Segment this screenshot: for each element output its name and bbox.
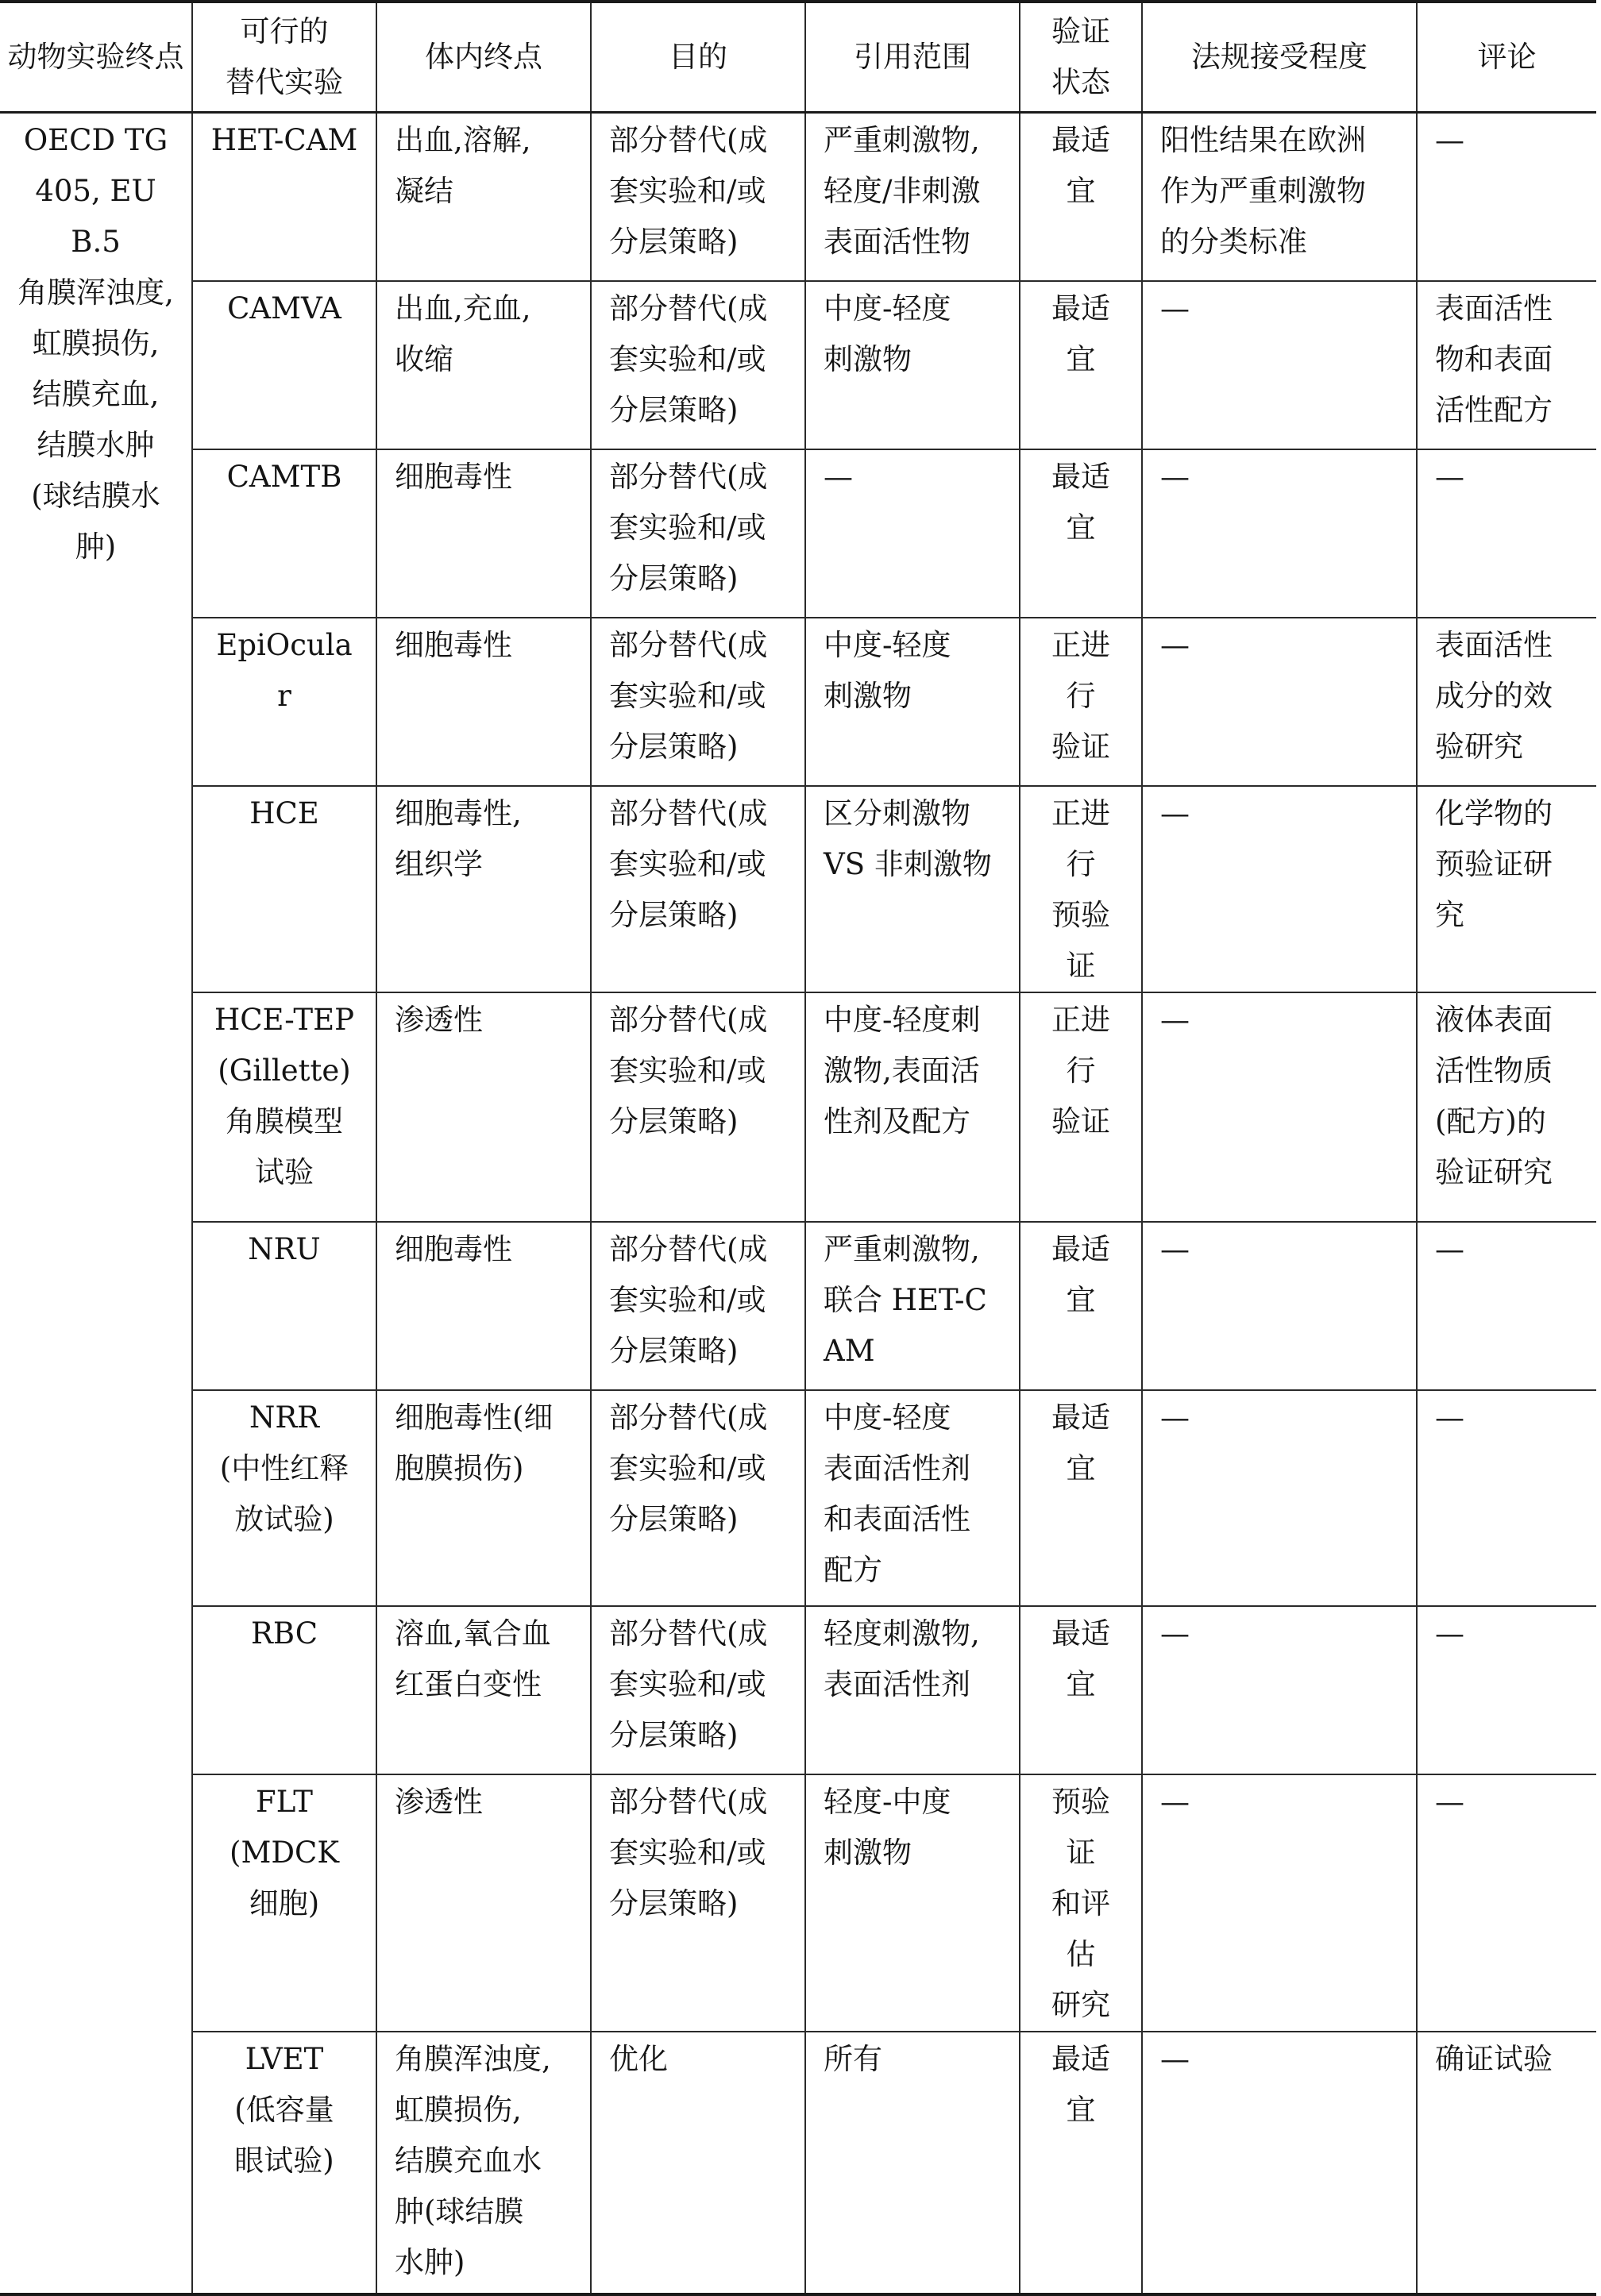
cell-text: 分层策略): [609, 392, 739, 427]
cell-alternative-test: [192, 281, 376, 449]
cell-text: 表面活性剂: [824, 1666, 970, 1701]
cell-text: 轻度刺激物,: [824, 1616, 980, 1651]
table-row: [0, 281, 1596, 449]
cell-text: 表面活性物: [824, 225, 970, 259]
cell-alternative-test: [192, 1774, 376, 2032]
cell-comment: [1417, 2032, 1596, 2294]
cell-text: (MDCK: [230, 1835, 339, 1870]
cell-purpose: [591, 2032, 805, 2294]
cell-purpose: [591, 113, 805, 281]
cell-regulatory-acceptance: [1142, 1222, 1417, 1390]
table-row: [0, 449, 1596, 618]
cell-text: 表面活性: [1435, 627, 1553, 662]
cell-text: 渗透性: [395, 1002, 483, 1037]
cell-text: 配方: [824, 1552, 882, 1587]
table-row: [0, 786, 1596, 992]
cell-scope: [805, 1606, 1020, 1774]
cell-text: 分层策略): [609, 561, 739, 595]
cell-text: 所有: [824, 2041, 882, 2076]
cell-alternative-test: [192, 2032, 376, 2294]
cell-text: 究: [1435, 897, 1464, 932]
cell-text: 的分类标准: [1160, 225, 1307, 259]
cell-scope: [805, 1390, 1020, 1606]
header-text: 体内终点: [425, 40, 542, 74]
cell-regulatory-acceptance: [1142, 1390, 1417, 1606]
cell-text: 阳性结果在欧洲: [1160, 123, 1366, 157]
cell-alternative-test: [192, 992, 376, 1222]
header-text: 引用范围: [854, 40, 971, 74]
cell-text: CAMTB: [226, 459, 342, 494]
cell-scope: [805, 992, 1020, 1222]
cell-text: 正进行: [1051, 1002, 1110, 1088]
cell-purpose: [591, 786, 805, 992]
cell-regulatory-acceptance: [1142, 281, 1417, 449]
cell-text: 套实验和/或: [609, 1666, 766, 1701]
cell-text: 验研究: [1435, 729, 1523, 764]
cell-text: 液体表面: [1435, 1002, 1553, 1037]
cell-text: —: [1160, 291, 1190, 326]
cell-text: 验证: [1051, 1104, 1110, 1138]
cell-purpose: [591, 1390, 805, 1606]
cell-comment: [1417, 786, 1596, 992]
cell-text: 套实验和/或: [609, 1282, 766, 1317]
cell-text: —: [1435, 1231, 1464, 1266]
cell-text: 刺激物: [824, 1835, 912, 1870]
cell-animal-endpoint: [0, 113, 192, 2294]
cell-in-vivo-endpoint: [376, 113, 591, 281]
cell-in-vivo-endpoint: [376, 992, 591, 1222]
cell-text: 细胞毒性,: [395, 796, 522, 830]
cell-text: 凝结: [395, 174, 453, 208]
cell-text: 部分替代(成: [609, 1002, 768, 1037]
cell-text: 最适宜: [1051, 291, 1110, 376]
header-text: 动物实验终点: [7, 40, 184, 74]
cell-text: 最适宜: [1051, 1400, 1110, 1485]
cell-scope: [805, 1774, 1020, 2032]
cell-text: 成分的效: [1435, 678, 1553, 713]
cell-regulatory-acceptance: [1142, 1774, 1417, 2032]
table-row: [0, 1390, 1596, 1606]
cell-text: 部分替代(成: [609, 796, 768, 830]
cell-text: 中度-轻度刺: [824, 1002, 981, 1037]
cell-text: 水肿): [395, 2244, 465, 2279]
cell-regulatory-acceptance: [1142, 1606, 1417, 1774]
cell-text: 细胞毒性: [395, 1231, 512, 1266]
cell-text: 分层策略): [609, 225, 739, 259]
cell-text: 角膜浑浊度,: [395, 2041, 551, 2076]
cell-regulatory-acceptance: [1142, 113, 1417, 281]
cell-text: 红蛋白变性: [395, 1666, 542, 1701]
cell-text: 分层策略): [609, 1717, 739, 1752]
cell-validation-status: [1020, 449, 1142, 618]
cell-text: OECD TG: [23, 123, 168, 157]
cell-text: NRR: [249, 1400, 320, 1435]
cell-text: —: [824, 459, 853, 494]
cell-regulatory-acceptance: [1142, 786, 1417, 992]
cell-text: CAMVA: [227, 291, 341, 326]
cell-text: 部分替代(成: [609, 123, 768, 157]
cell-text: 部分替代(成: [609, 627, 768, 662]
header-row: [0, 2, 1596, 113]
cell-purpose: [591, 992, 805, 1222]
cell-text: 套实验和/或: [609, 510, 766, 545]
cell-text: 最适宜: [1051, 2041, 1110, 2127]
cell-text: 预验证: [1051, 897, 1110, 983]
cell-comment: [1417, 618, 1596, 786]
cell-text: 角膜模型: [226, 1104, 343, 1138]
cell-text: —: [1160, 1784, 1190, 1819]
header-in-vivo-endpoint: [376, 2, 591, 113]
cell-text: HET-CAM: [210, 123, 358, 157]
cell-text: 分层策略): [609, 1886, 739, 1920]
cell-scope: [805, 449, 1020, 618]
cell-text: (Gillette): [218, 1053, 351, 1088]
cell-in-vivo-endpoint: [376, 1606, 591, 1774]
cell-text: 分层策略): [609, 1333, 739, 1368]
cell-text: 虹膜损伤,: [395, 2092, 522, 2127]
cell-text: 刺激物: [824, 341, 912, 376]
cell-text: 405, EU B.5: [35, 174, 156, 259]
cell-purpose: [591, 1222, 805, 1390]
cell-text: 验证研究: [1435, 1154, 1553, 1189]
header-text: 验证: [1051, 14, 1110, 48]
cell-text: 优化: [609, 2041, 668, 2076]
cell-text: 研究: [1051, 1987, 1110, 2022]
header-scope: [805, 2, 1020, 113]
cell-text: 激物,表面活: [824, 1053, 980, 1088]
cell-scope: [805, 113, 1020, 281]
cell-text: 联合 HET-CAM: [824, 1282, 987, 1368]
cell-purpose: [591, 281, 805, 449]
cell-alternative-test: [192, 1222, 376, 1390]
cell-text: —: [1435, 1784, 1464, 1819]
cell-text: (配方)的: [1435, 1104, 1546, 1138]
cell-comment: [1417, 1390, 1596, 1606]
cell-text: EpiOcular: [216, 627, 353, 713]
cell-in-vivo-endpoint: [376, 1222, 591, 1390]
cell-text: 放试验): [234, 1501, 334, 1536]
cell-text: 套实验和/或: [609, 1450, 766, 1485]
header-text: 评论: [1477, 40, 1537, 74]
cell-alternative-test: [192, 1390, 376, 1606]
table-row: [0, 992, 1596, 1222]
header-regulatory-acceptance: [1142, 2, 1417, 113]
cell-text: 分层策略): [609, 897, 739, 932]
cell-text: 活性配方: [1435, 392, 1553, 427]
cell-text: 分层策略): [609, 1501, 739, 1536]
cell-purpose: [591, 1774, 805, 2032]
cell-text: 套实验和/或: [609, 678, 766, 713]
cell-text: 和评估: [1051, 1886, 1110, 1971]
cell-comment: [1417, 1774, 1596, 2032]
cell-text: —: [1160, 1400, 1190, 1435]
cell-text: 结膜水肿: [37, 428, 155, 462]
cell-text: 性剂及配方: [824, 1104, 970, 1138]
cell-text: —: [1435, 1400, 1464, 1435]
cell-text: 严重刺激物,: [824, 1231, 980, 1266]
cell-text: 严重刺激物,: [824, 123, 980, 157]
cell-text: RBC: [250, 1616, 318, 1651]
cell-text: FLT: [256, 1784, 313, 1819]
cell-regulatory-acceptance: [1142, 618, 1417, 786]
cell-text: (中性红释: [219, 1450, 349, 1485]
cell-in-vivo-endpoint: [376, 1390, 591, 1606]
cell-in-vivo-endpoint: [376, 1774, 591, 2032]
cell-text: 虹膜损伤,: [32, 326, 160, 360]
cell-text: 表面活性: [1435, 291, 1553, 326]
cell-scope: [805, 1222, 1020, 1390]
cell-text: LVET: [245, 2041, 324, 2076]
cell-text: 眼试验): [234, 2143, 334, 2178]
cell-text: —: [1160, 1616, 1190, 1651]
header-text: 替代实验: [226, 65, 343, 99]
cell-text: 出血,溶解,: [395, 123, 531, 157]
cell-text: 角膜浑浊度,: [17, 275, 174, 310]
cell-text: —: [1160, 1002, 1190, 1037]
header-validation-status: [1020, 2, 1142, 113]
header-text: 状态: [1051, 65, 1110, 99]
cell-text: 区分刺激物: [824, 796, 970, 830]
cell-text: 验证: [1051, 729, 1110, 764]
table-body: [0, 113, 1596, 2294]
cell-validation-status: [1020, 1390, 1142, 1606]
cell-text: 正进行: [1051, 627, 1110, 713]
cell-scope: [805, 786, 1020, 992]
cell-purpose: [591, 618, 805, 786]
cell-text: 部分替代(成: [609, 459, 768, 494]
cell-text: 部分替代(成: [609, 1231, 768, 1266]
cell-validation-status: [1020, 1606, 1142, 1774]
cell-scope: [805, 618, 1020, 786]
cell-regulatory-acceptance: [1142, 449, 1417, 618]
cell-text: 溶血,氧合血: [395, 1616, 551, 1651]
cell-text: 刺激物: [824, 678, 912, 713]
cell-alternative-test: [192, 113, 376, 281]
header-text: 法规接受程度: [1191, 40, 1368, 74]
cell-text: —: [1160, 459, 1190, 494]
cell-in-vivo-endpoint: [376, 449, 591, 618]
cell-text: 中度-轻度: [824, 291, 951, 326]
cell-text: 轻度/非刺激: [824, 174, 981, 208]
cell-text: 套实验和/或: [609, 174, 766, 208]
cell-text: (低容量: [234, 2092, 334, 2127]
cell-text: —: [1160, 2041, 1190, 2076]
cell-text: 确证试验: [1435, 2041, 1553, 2076]
cell-text: 部分替代(成: [609, 1784, 768, 1819]
cell-text: (球结膜水肿): [31, 479, 160, 564]
cell-text: 细胞毒性(细: [395, 1400, 554, 1435]
cell-text: 最适宜: [1051, 123, 1110, 208]
cell-text: 胞膜损伤): [395, 1450, 524, 1485]
table-row: [0, 1606, 1596, 1774]
cell-text: 和表面活性: [824, 1501, 970, 1536]
table-row: [0, 1222, 1596, 1390]
cell-text: 部分替代(成: [609, 291, 768, 326]
cell-text: 预验证研: [1435, 846, 1553, 881]
cell-text: 最适宜: [1051, 459, 1110, 545]
cell-validation-status: [1020, 281, 1142, 449]
cell-text: —: [1435, 459, 1464, 494]
cell-text: 最适宜: [1051, 1616, 1110, 1701]
cell-text: VS 非刺激物: [824, 846, 992, 881]
cell-in-vivo-endpoint: [376, 786, 591, 992]
cell-text: 套实验和/或: [609, 1835, 766, 1870]
table-row: [0, 2032, 1596, 2294]
header-text: 可行的: [240, 14, 329, 48]
cell-validation-status: [1020, 1222, 1142, 1390]
cell-purpose: [591, 449, 805, 618]
cell-alternative-test: [192, 1606, 376, 1774]
cell-text: —: [1160, 1231, 1190, 1266]
cell-text: 组织学: [395, 846, 483, 881]
cell-alternative-test: [192, 618, 376, 786]
cell-regulatory-acceptance: [1142, 992, 1417, 1222]
header-text: 目的: [669, 40, 727, 74]
cell-scope: [805, 2032, 1020, 2294]
header-purpose: [591, 2, 805, 113]
cell-text: 套实验和/或: [609, 341, 766, 376]
cell-text: 作为严重刺激物: [1160, 174, 1366, 208]
cell-comment: [1417, 1222, 1596, 1390]
cell-text: 结膜充血,: [32, 377, 160, 411]
cell-validation-status: [1020, 786, 1142, 992]
cell-text: 分层策略): [609, 1104, 739, 1138]
cell-text: 轻度-中度: [824, 1784, 951, 1819]
cell-text: 细胞): [249, 1886, 320, 1920]
cell-purpose: [591, 1606, 805, 1774]
cell-text: 中度-轻度: [824, 627, 951, 662]
cell-text: HCE: [249, 796, 319, 830]
cell-scope: [805, 281, 1020, 449]
cell-text: —: [1435, 1616, 1464, 1651]
cell-comment: [1417, 449, 1596, 618]
cell-comment: [1417, 281, 1596, 449]
cell-text: 结膜充血水: [395, 2143, 542, 2178]
cell-validation-status: [1020, 618, 1142, 786]
cell-text: 物和表面: [1435, 341, 1553, 376]
cell-text: 部分替代(成: [609, 1400, 768, 1435]
cell-text: 套实验和/或: [609, 846, 766, 881]
header-comment: [1417, 2, 1596, 113]
cell-text: 试验: [255, 1154, 314, 1189]
cell-text: 分层策略): [609, 729, 739, 764]
cell-text: 部分替代(成: [609, 1616, 768, 1651]
cell-text: —: [1435, 123, 1464, 157]
cell-comment: [1417, 113, 1596, 281]
cell-text: —: [1160, 627, 1190, 662]
cell-text: 中度-轻度: [824, 1400, 951, 1435]
cell-text: 活性物质: [1435, 1053, 1553, 1088]
cell-in-vivo-endpoint: [376, 281, 591, 449]
cell-validation-status: [1020, 1774, 1142, 2032]
cell-alternative-test: [192, 786, 376, 992]
cell-text: 最适宜: [1051, 1231, 1110, 1317]
header-animal-endpoint: [0, 2, 192, 113]
cell-alternative-test: [192, 449, 376, 618]
cell-text: 收缩: [395, 341, 453, 376]
cell-text: 细胞毒性: [395, 459, 512, 494]
table-row: [0, 113, 1596, 281]
cell-comment: [1417, 992, 1596, 1222]
cell-regulatory-acceptance: [1142, 2032, 1417, 2294]
cell-text: 预验证: [1051, 1784, 1110, 1870]
cell-text: 化学物的: [1435, 796, 1553, 830]
cell-text: HCE-TEP: [214, 1002, 355, 1037]
cell-validation-status: [1020, 2032, 1142, 2294]
cell-comment: [1417, 1606, 1596, 1774]
cell-text: 正进行: [1051, 796, 1110, 881]
cell-text: 细胞毒性: [395, 627, 512, 662]
table-row: [0, 618, 1596, 786]
cell-text: 渗透性: [395, 1784, 483, 1819]
table-row: [0, 1774, 1596, 2032]
header-alternative-test: [192, 2, 376, 113]
cell-text: —: [1160, 796, 1190, 830]
cell-validation-status: [1020, 992, 1142, 1222]
cell-text: 表面活性剂: [824, 1450, 970, 1485]
cell-text: 套实验和/或: [609, 1053, 766, 1088]
cell-text: 出血,充血,: [395, 291, 531, 326]
cell-text: 肿(球结膜: [395, 2194, 524, 2229]
cell-in-vivo-endpoint: [376, 2032, 591, 2294]
cell-in-vivo-endpoint: [376, 618, 591, 786]
cell-text: NRU: [248, 1231, 321, 1266]
cell-validation-status: [1020, 113, 1142, 281]
